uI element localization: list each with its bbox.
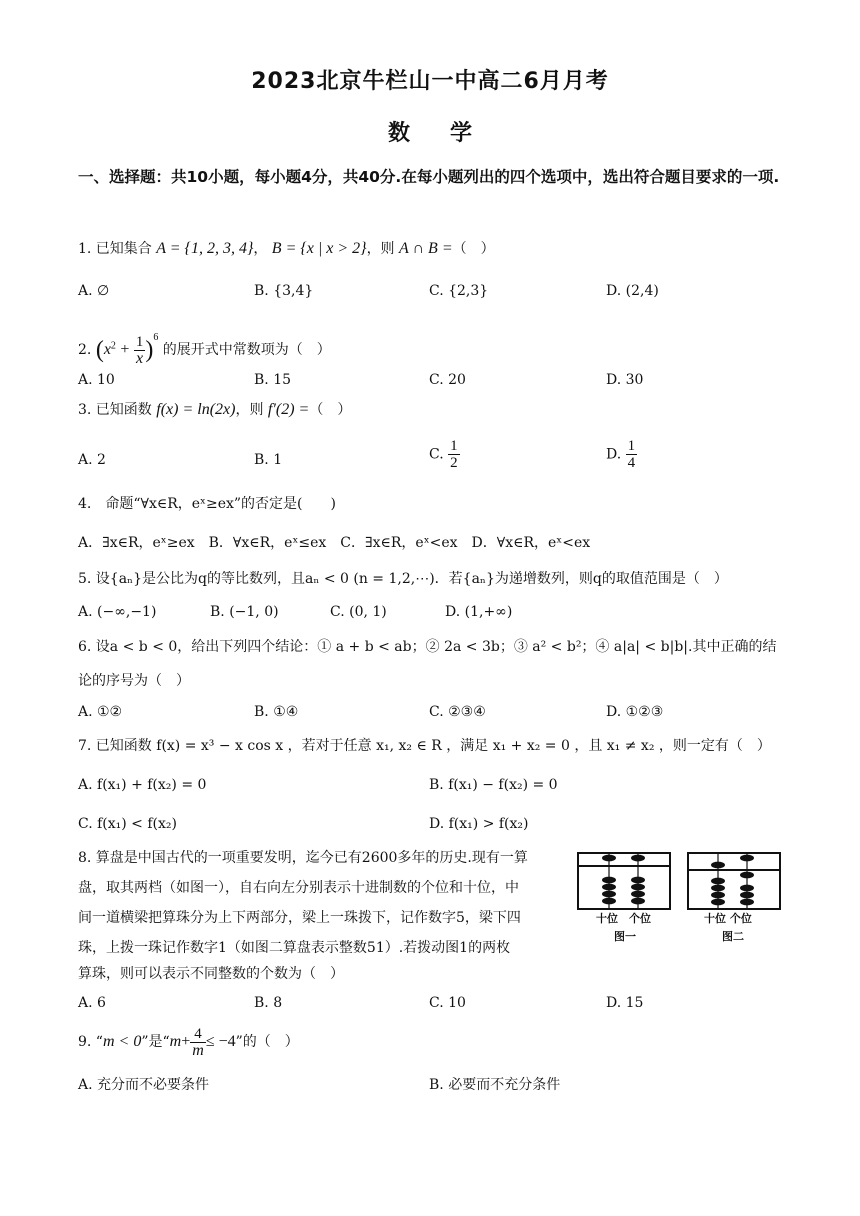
q1-option-d: D. (2,4) <box>606 283 659 299</box>
q7-option-d: D. f(x₁) > f(x₂) <box>429 816 529 832</box>
q3-option-a: A. 2 <box>78 452 106 468</box>
q4-options: A．∃x∈R，eˣ≥ex B．∀x∈R，eˣ≤ex C．∃x∈R，eˣ<ex D．∀x∈R，eˣ<ex <box>78 535 591 551</box>
q6-option-d: D. ①②③ <box>606 704 664 720</box>
set-b: B = {x | x > 2} <box>271 240 367 257</box>
q1-option-b: B. {3,4} <box>254 283 314 299</box>
q7-option-c: C. f(x₁) < f(x₂) <box>78 816 177 832</box>
q8-option-d: D. 15 <box>606 995 644 1011</box>
figure-2-columns: 十位 个位 <box>704 912 752 925</box>
q5-option-a: A. (−∞,−1) <box>78 604 157 620</box>
figure-1-caption: 图一 <box>614 930 636 943</box>
question-6-stem: 6. 设a < b < 0，给出下列四个结论：① a + b < ab；② 2a < 3b；③ a² < b²；④ a|a| < b|b|.其中正确的结 <box>78 639 777 655</box>
question-4-stem: 4. 命题“∀x∈R，eˣ≥ex”的否定是( ) <box>78 496 336 512</box>
q8-option-b: B. 8 <box>254 995 283 1011</box>
q8-option-c: C. 10 <box>429 995 466 1011</box>
exam-title: 2023北京牛栏山一中高二6月月考 <box>251 69 609 94</box>
function-def: f(x) = ln(2x) <box>156 401 236 418</box>
intersection-expr: A ∩ B = <box>399 240 453 257</box>
question-9-stem: 9. “m < 0”是“m+ $\frac{4}{m}$ ≤ −4”的（ ） <box>78 1025 299 1059</box>
q9-option-b: B. 必要而不充分条件 <box>429 1077 561 1093</box>
question-8-line-1: 8. 算盘是中国古代的一项重要发明，迄今已有2600多年的历史.现有一算 <box>78 850 528 866</box>
figure-1-columns: 十位 个位 <box>596 912 651 925</box>
q3-option-c: C. $\frac{1}{2}$ <box>429 438 458 471</box>
question-2-stem: 2. ($x^2$ + $\frac{1}{x}$ )$^6$ 的展开式中常数项为（ ） <box>78 332 331 367</box>
q1-option-a: A. ∅ <box>78 283 110 299</box>
q7-option-a: A. f(x₁) + f(x₂) = 0 <box>78 777 207 793</box>
abacus-figures <box>576 850 782 946</box>
question-6-stem-cont: 论的序号为（ ） <box>78 673 190 689</box>
question-8-line-5: 算珠，则可以表示不同整数的个数为（ ） <box>78 966 344 982</box>
abacus-figure-2 <box>688 853 780 909</box>
question-3-stem: 3. 已知函数 f(x) = ln(2x)，则 f′(2) =（ ） <box>78 401 352 418</box>
q2-option-d: D. 30 <box>606 372 644 388</box>
condition-m-negative: m < 0 <box>102 1033 142 1050</box>
q7-option-b: B. f(x₁) − f(x₂) = 0 <box>429 777 558 793</box>
figure-2-caption: 图二 <box>722 930 744 943</box>
question-5-stem: 5. 设{aₙ}是公比为q的等比数列，且aₙ < 0 (n = 1,2,⋯)．若{aₙ}为递增数列，则q的取值范围是（ ） <box>78 571 728 587</box>
question-8-line-4: 珠，上拨一珠记作数字1（如图二算盘表示整数51）.若拨动图1的两枚 <box>78 940 511 956</box>
set-a: A = {1, 2, 3, 4} <box>156 240 254 257</box>
q5-option-c: C. (0, 1) <box>330 604 387 620</box>
question-7-stem: 7. 已知函数 f(x) = x³ − x cos x ，若对于任意 x₁, x₂ ∈ R ，满足 x₁ + x₂ = 0 ，且 x₁ ≠ x₂ ，则一定有（ ） <box>78 738 771 754</box>
derivative-expr: f′(2) = <box>267 401 310 418</box>
exam-subject: 数学 <box>387 121 512 146</box>
q9-option-a: A. 充分而不必要条件 <box>78 1077 210 1093</box>
q1-option-c: C. {2,3} <box>429 283 489 299</box>
q2-option-a: A. 10 <box>78 372 115 388</box>
question-1-stem: 1. 已知集合 A = {1, 2, 3, 4}， B = {x | x > 2}，则 A ∩ B =（ ） <box>78 240 495 257</box>
q2-option-b: B. 15 <box>254 372 292 388</box>
q6-option-a: A. ①② <box>78 704 123 720</box>
q3-option-b: B. 1 <box>254 452 283 468</box>
q8-option-a: A. 6 <box>78 995 106 1011</box>
q5-option-d: D. (1,+∞) <box>445 604 513 620</box>
abacus-figure-1 <box>578 853 670 909</box>
fraction-4-over-m: $\frac{4}{m}$ <box>192 1025 204 1059</box>
q6-option-b: B. ①④ <box>254 704 299 720</box>
section-heading: 一、选择题：共10小题，每小题4分，共40分.在每小题列出的四个选项中，选出符合题目要求的一项. <box>78 168 780 186</box>
q3-option-d: D. $\frac{1}{4}$ <box>606 438 636 471</box>
question-8-line-3: 间一道横梁把算珠分为上下两部分，梁上一珠拨下，记作数字5，梁下四 <box>78 910 521 926</box>
abacus-diagram <box>576 850 782 912</box>
q5-option-b: B. (−1, 0) <box>210 604 279 620</box>
question-8-line-2: 盘，取其两档（如图一），自右向左分别表示十进制数的个位和十位，中 <box>78 880 519 896</box>
fraction-1-over-x: $\frac{1}{x}$ <box>135 333 144 367</box>
q6-option-c: C. ②③④ <box>429 704 486 720</box>
q2-option-c: C. 20 <box>429 372 466 388</box>
